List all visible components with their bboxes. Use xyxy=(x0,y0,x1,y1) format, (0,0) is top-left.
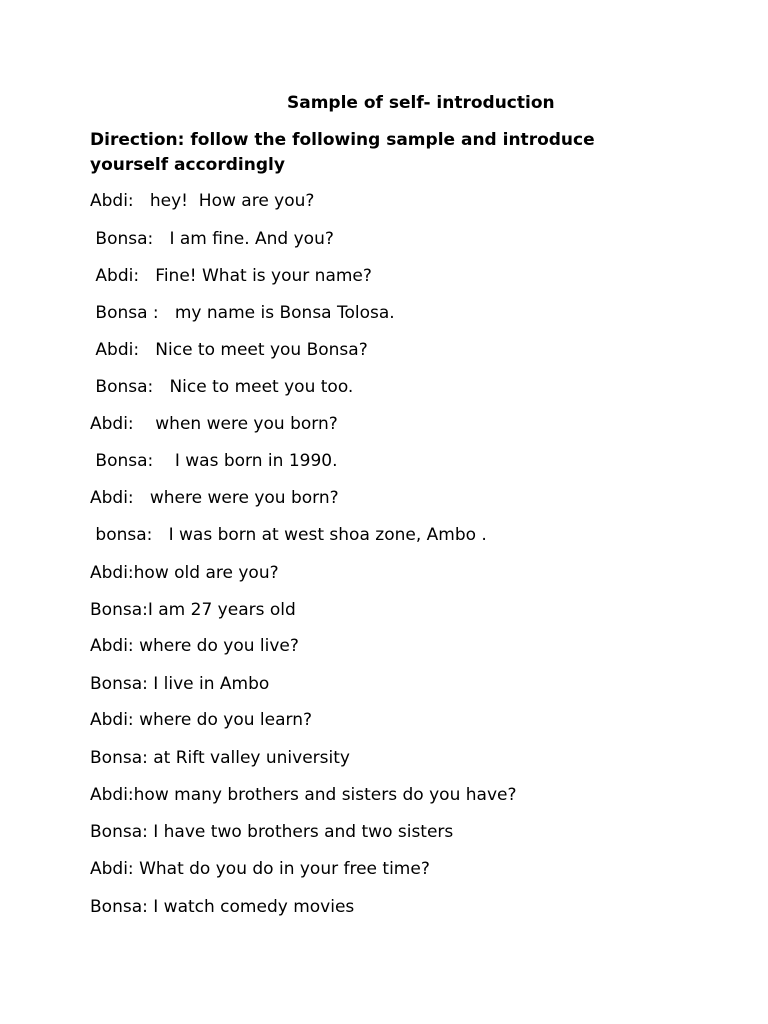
document-title: Sample of self- introduction xyxy=(287,93,555,113)
dialogue-line: Abdi: where do you live? xyxy=(90,636,299,656)
dialogue-line: Abdi: hey! How are you? xyxy=(90,191,315,211)
dialogue-line: Abdi:how old are you? xyxy=(90,563,279,583)
dialogue-line: bonsa: I was born at west shoa zone, Ambo . xyxy=(90,525,487,545)
dialogue-line: Abdi: Fine! What is your name? xyxy=(90,266,372,286)
dialogue-line: Abdi: where do you learn? xyxy=(90,710,313,730)
dialogue-line: Abdi: when were you born? xyxy=(90,414,338,434)
dialogue-line: Bonsa:I am 27 years old xyxy=(90,600,296,620)
dialogue-line: Bonsa: I am fine. And you? xyxy=(90,229,334,249)
dialogue-line: Bonsa: I have two brothers and two sisters xyxy=(90,822,454,842)
dialogue-line: Abdi: What do you do in your free time? xyxy=(90,859,430,879)
direction-text: Direction: follow the following sample and introduce yourself accordingly xyxy=(90,130,595,175)
dialogue-line: Bonsa : my name is Bonsa Tolosa. xyxy=(90,303,395,323)
dialogue-line: Bonsa: at Rift valley university xyxy=(90,748,350,768)
dialogue-line: Abdi: where were you born? xyxy=(90,488,339,508)
dialogue-line: Bonsa: I watch comedy movies xyxy=(90,897,355,917)
dialogue-line: Abdi: Nice to meet you Bonsa? xyxy=(90,340,368,360)
dialogue-line: Abdi:how many brothers and sisters do you have? xyxy=(90,785,517,805)
dialogue-line: Bonsa: I live in Ambo xyxy=(90,674,270,694)
dialogue-line: Bonsa: Nice to meet you too. xyxy=(90,377,354,397)
dialogue-line: Bonsa: I was born in 1990. xyxy=(90,451,338,471)
